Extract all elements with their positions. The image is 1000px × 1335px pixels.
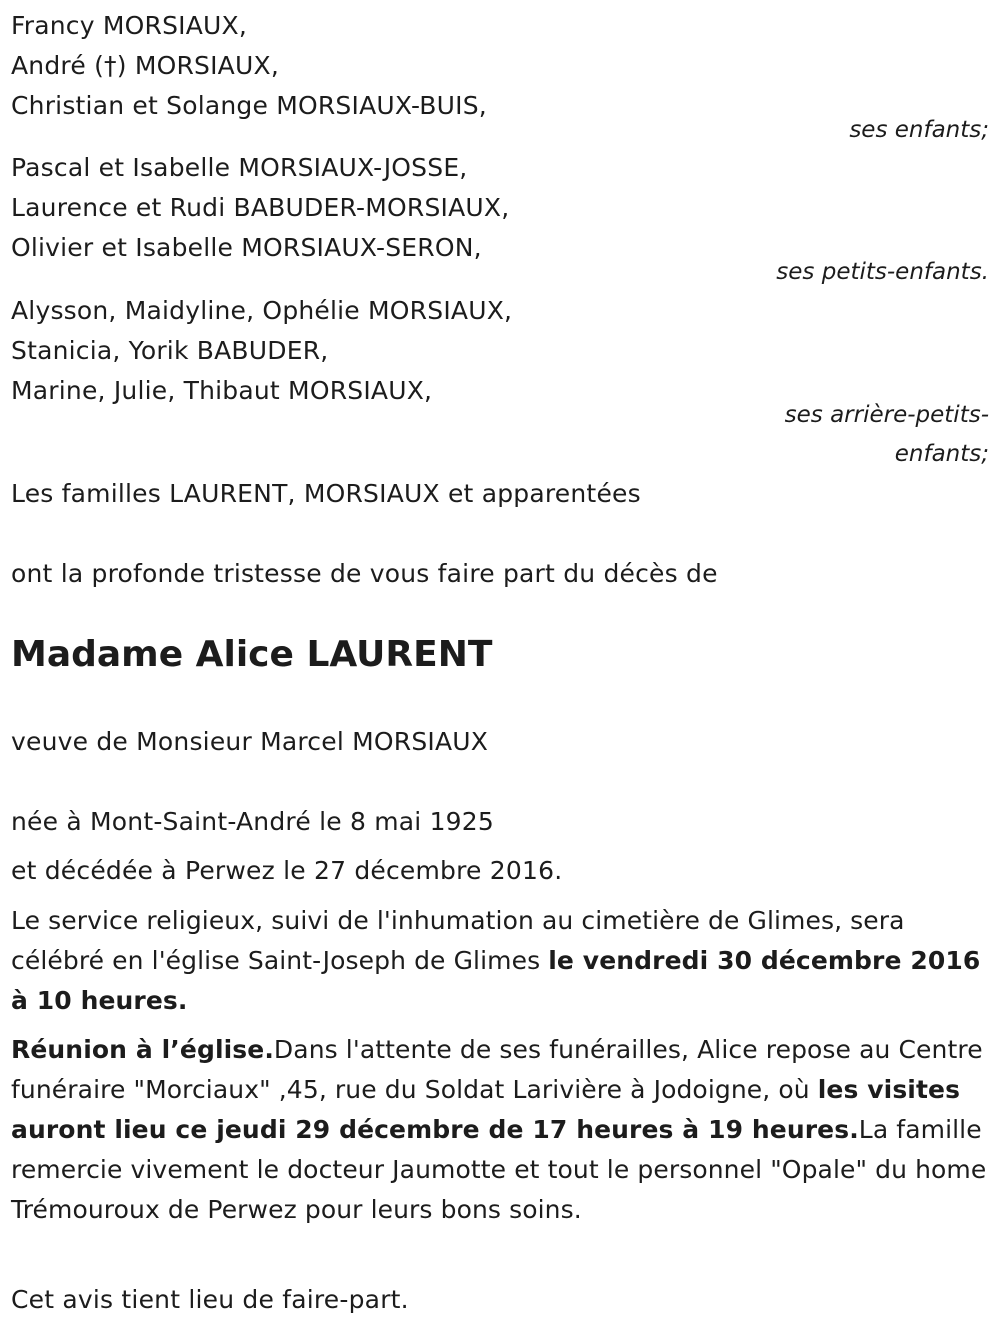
death-line: et décédée à Perwez le 27 décembre 2016. [11,856,563,885]
child-name-2: André (†) MORSIAUX, [11,51,279,80]
great-grandchild-name-2: Stanicia, Yorik BABUDER, [11,336,329,365]
grandchild-name-3: Olivier et Isabelle MORSIAUX-SERON, [11,233,482,262]
grandchild-name-2: Laurence et Rudi BABUDER-MORSIAUX, [11,193,510,222]
deceased-name: Madame Alice LAURENT [11,634,493,675]
birth-line: née à Mont-Saint-André le 8 mai 1925 [11,807,494,836]
thanks-text: La famille remercie vivement le docteur Jaumotte et tout le personnel "Opale" du home Trémouroux de Perwez pour leurs bons soins. [11,1115,987,1224]
widow-of-line: veuve de Monsieur Marcel MORSIAUX [11,727,489,756]
great-grandchildren-role-label-line2: enfants; [894,441,989,467]
children-role-label: ses enfants; [849,117,989,143]
reunion-heading: Réunion à l’église. [11,1035,274,1064]
closing-line: Cet avis tient lieu de faire-part. [11,1285,409,1314]
reunion-text: Dans l'attente de ses funérailles, Alice repose au Centre funéraire "Morciaux" ,45, rue du Soldat Larivière à Jodoigne, où [11,1035,983,1104]
grandchild-name-1: Pascal et Isabelle MORSIAUX-JOSSE, [11,153,468,182]
great-grandchildren-role-label-line1: ses arrière-petits- [784,402,989,428]
child-name-1: Francy MORSIAUX, [11,11,248,40]
service-paragraph [11,901,993,1021]
great-grandchild-name-3: Marine, Julie, Thibaut MORSIAUX, [11,376,433,405]
families-line: Les familles LAURENT, MORSIAUX et apparentées [11,479,641,508]
service-date-time: le vendredi 30 décembre 2016 à 10 heures. [11,946,981,1015]
announcement-line: ont la profonde tristesse de vous faire part du décès de [11,559,718,588]
service-text: Le service religieux, suivi de l'inhumation au cimetière de Glimes, sera célébré en l'église Saint-Joseph de Glimes [11,906,905,975]
reunion-paragraph [11,1030,993,1230]
visits-schedule: les visites auront lieu ce jeudi 29 décembre de 17 heures à 19 heures. [11,1075,961,1144]
child-name-3: Christian et Solange MORSIAUX-BUIS, [11,91,487,120]
grandchildren-role-label: ses petits-enfants. [776,259,989,285]
great-grandchild-name-1: Alysson, Maidyline, Ophélie MORSIAUX, [11,296,513,325]
